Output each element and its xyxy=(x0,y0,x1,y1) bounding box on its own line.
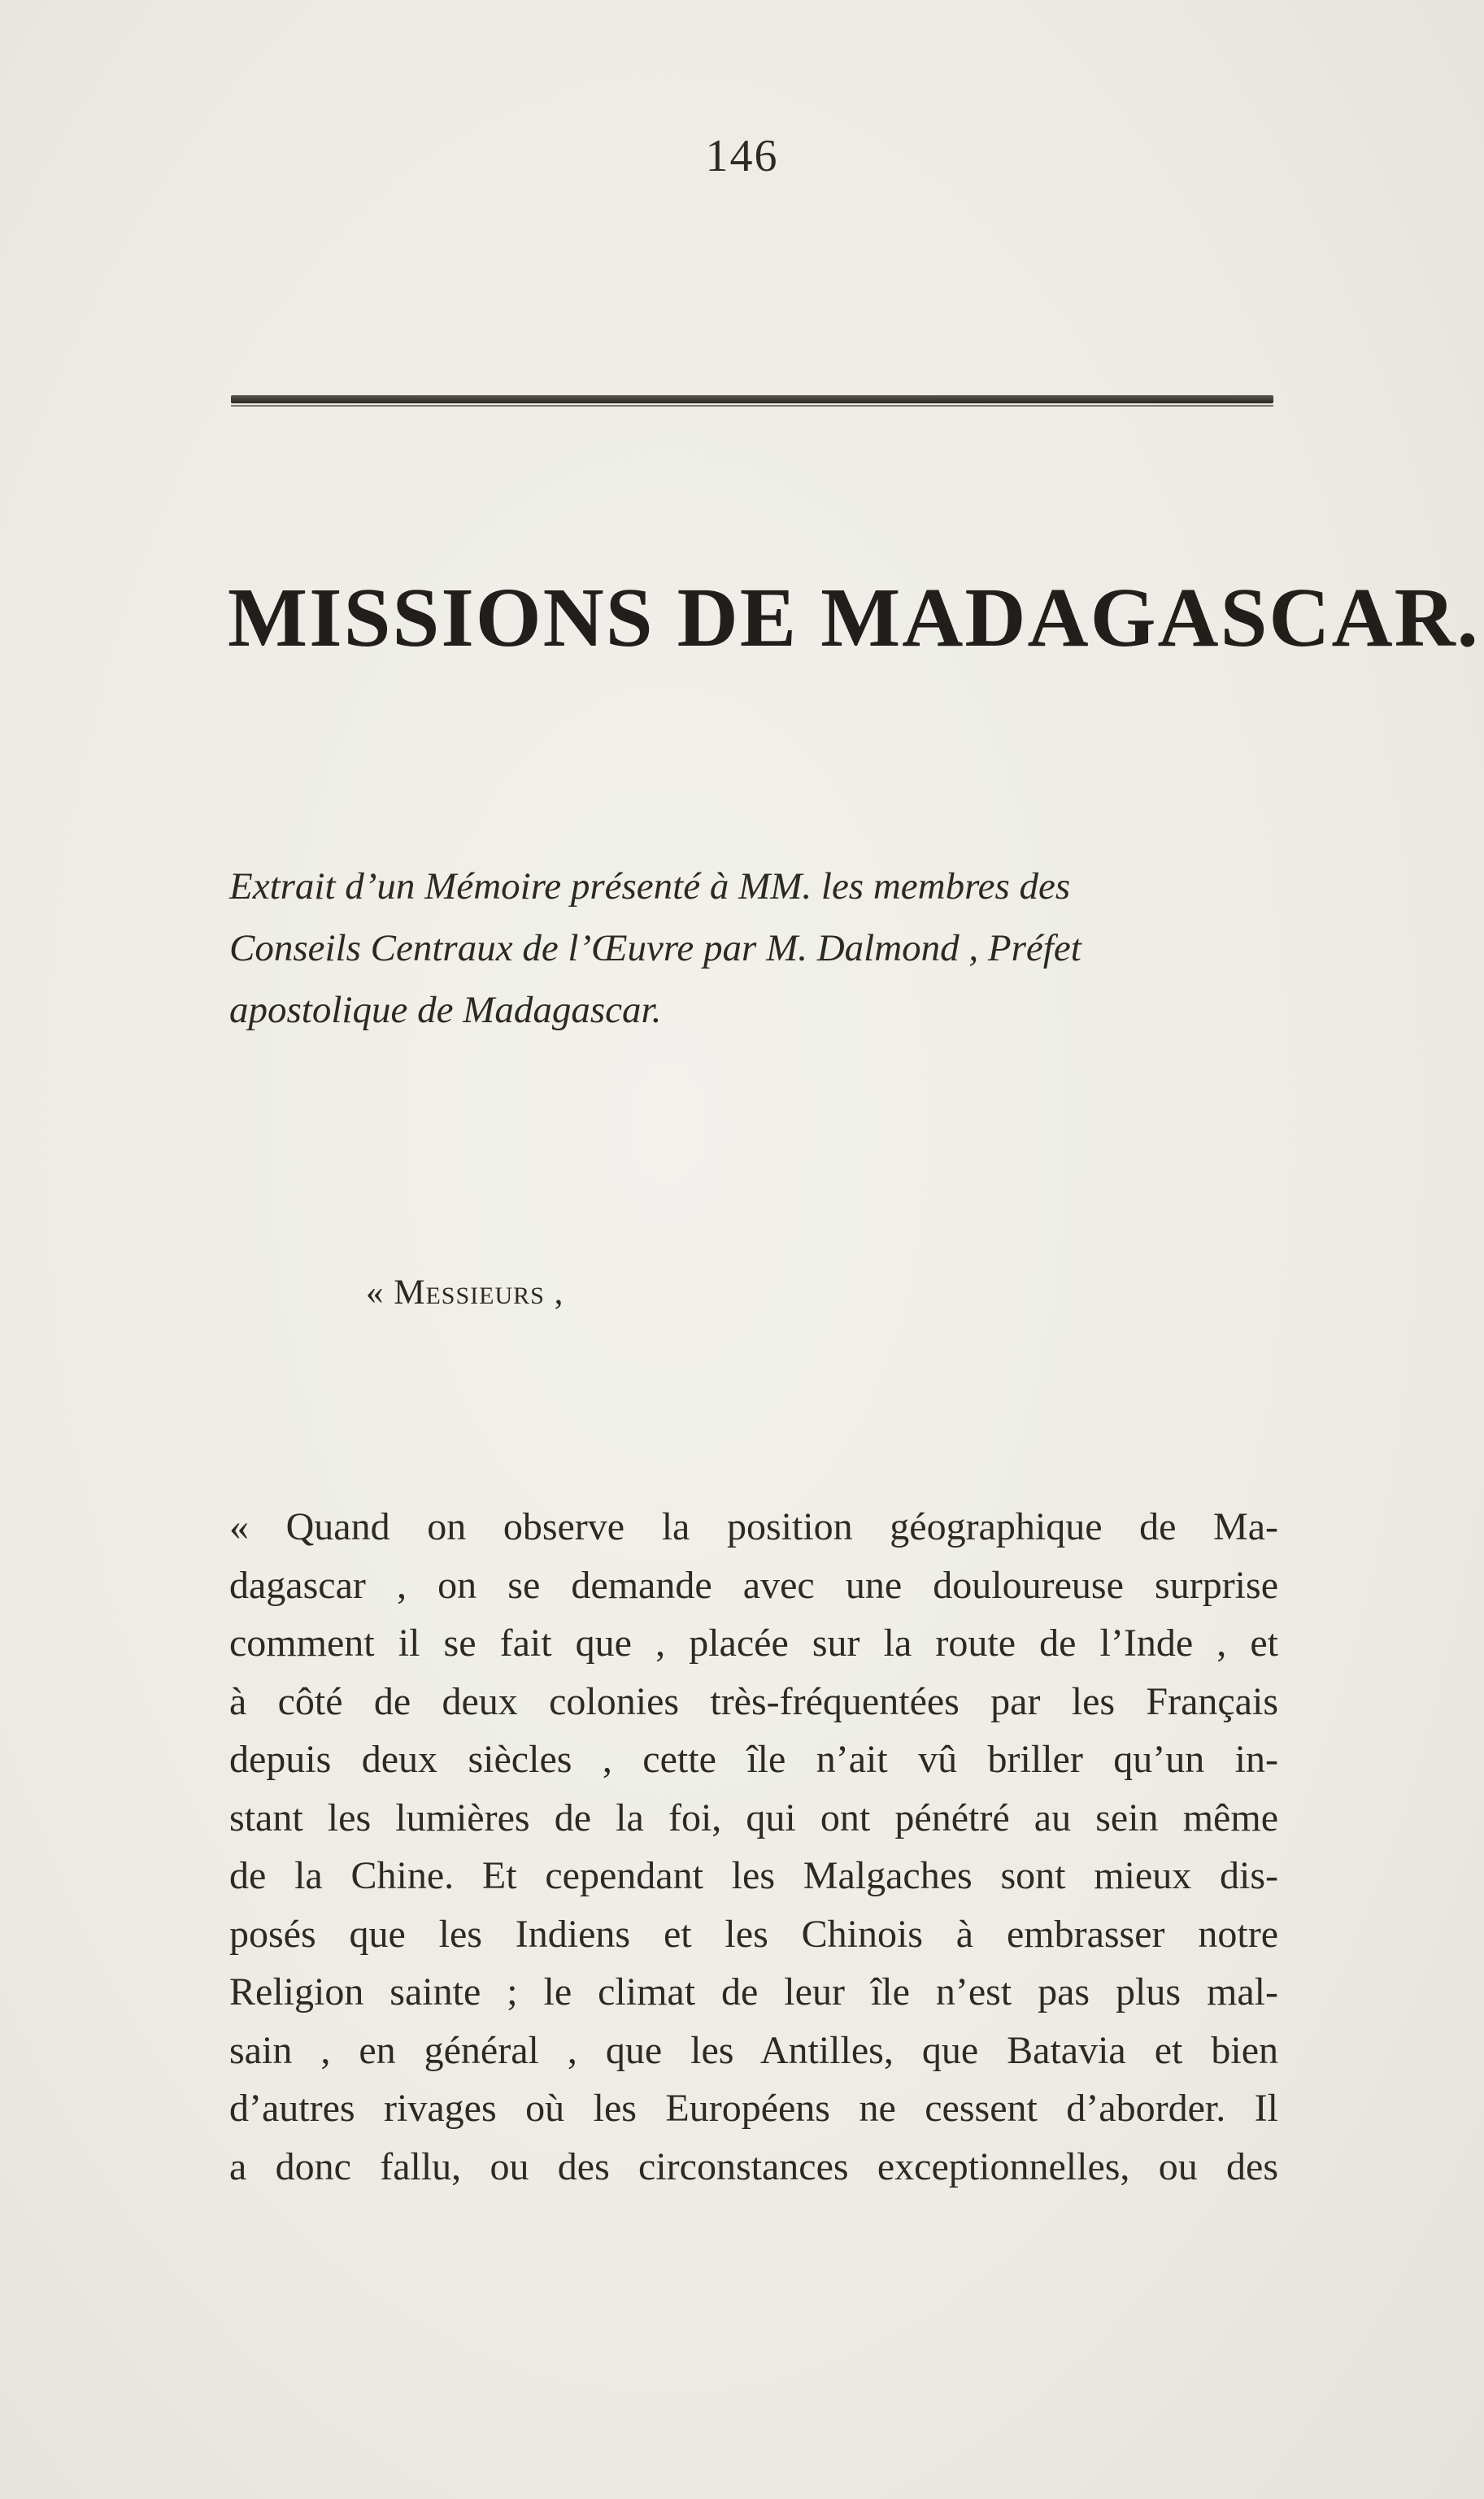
body-line: Religion sainte ; le climat de leur île n’est pas plus mal- xyxy=(229,1970,1278,2014)
body-line: comment il se fait que , placée sur la route de l’Inde , et xyxy=(229,1622,1278,1665)
body-line: depuis deux siècles , cette île n’ait vû briller qu’un in- xyxy=(229,1738,1278,1781)
body-line: posés que les Indiens et les Chinois à embrasser notre xyxy=(229,1912,1278,1956)
salutation-comma: , xyxy=(554,1273,564,1312)
salutation-quote: « xyxy=(366,1273,385,1312)
body-line: dagascar , on se demande avec une douloureuse surprise xyxy=(229,1563,1278,1607)
page-number: 146 xyxy=(705,131,779,181)
subtitle xyxy=(229,855,1278,1041)
body-line: sain , en général , que les Antilles, que Batavia et bien xyxy=(229,2028,1278,2072)
body-line: a donc fallu, ou des circonstances exceptionnelles, ou des xyxy=(229,2144,1278,2188)
page-title: MISSIONS DE MADAGASCAR. xyxy=(228,571,1480,664)
body-paragraph xyxy=(229,1498,1278,2196)
body-line: stant les lumières de la foi, qui ont pénétré au sein même xyxy=(229,1796,1278,1839)
body-line: « Quand on observe la position géographique de Ma- xyxy=(229,1505,1278,1548)
body-line: d’autres rivages où les Européens ne cessent d’aborder. Il xyxy=(229,2087,1278,2130)
subtitle-line: apostolique de Madagascar. xyxy=(229,989,662,1031)
body-line: à côté de deux colonies très-fréquentées par les Français xyxy=(229,1679,1278,1723)
salutation xyxy=(366,1273,564,1313)
header-rule xyxy=(231,395,1273,403)
subtitle-line: Conseils Centraux de l’Œuvre par M. Dalmond , Préfet xyxy=(229,927,1081,969)
salutation-word: Messieurs xyxy=(394,1273,545,1312)
subtitle-line: Extrait d’un Mémoire présenté à MM. les membres des xyxy=(229,865,1071,908)
body-line: de la Chine. Et cependant les Malgaches sont mieux dis- xyxy=(229,1854,1278,1897)
